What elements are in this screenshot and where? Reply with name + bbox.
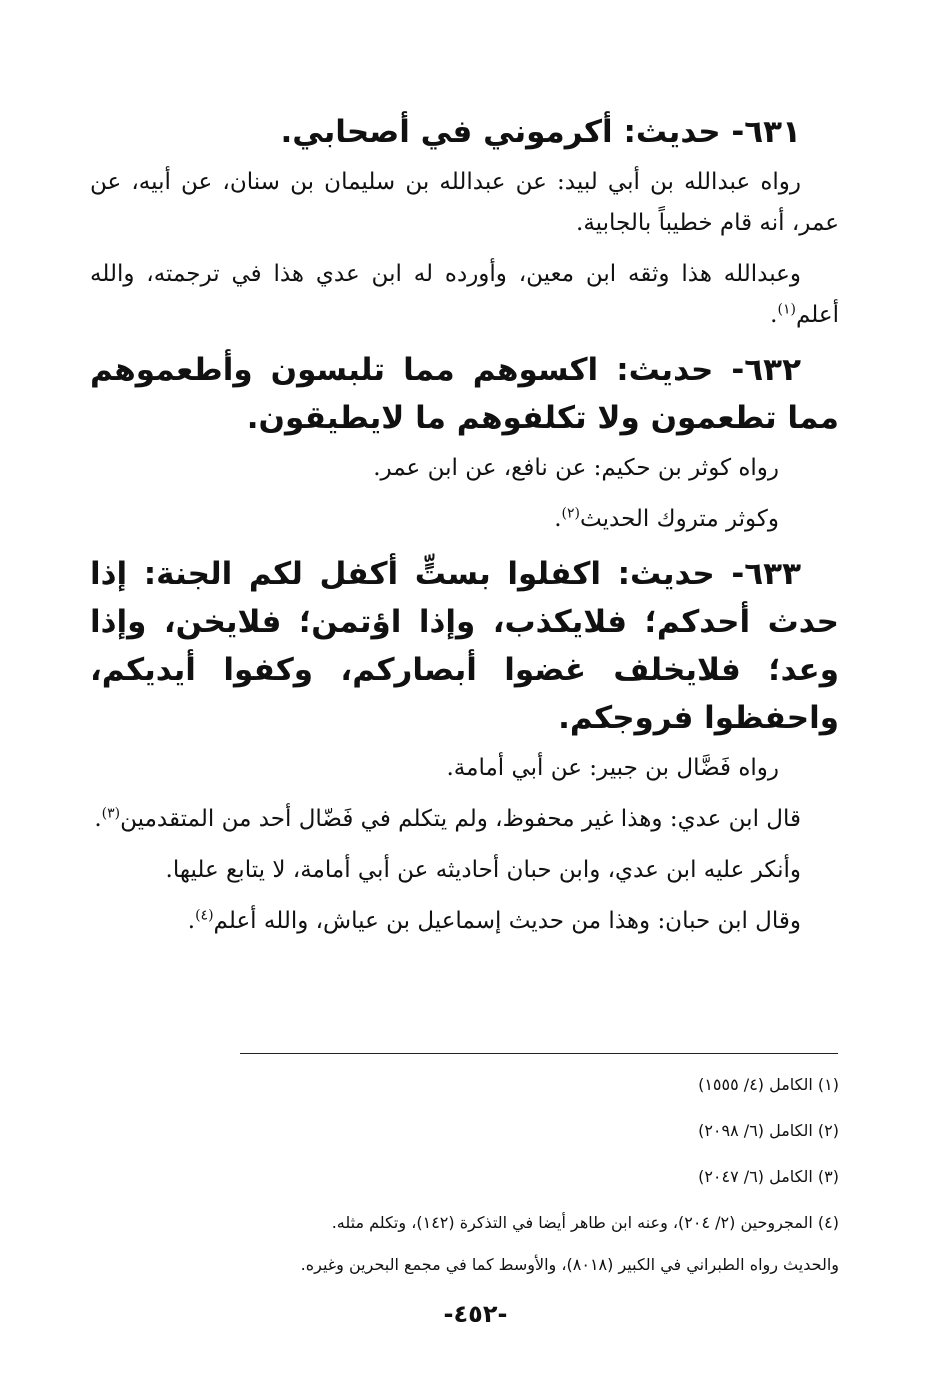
paragraph <box>90 901 839 942</box>
footnote-ref: (٢) <box>561 505 581 522</box>
paragraph <box>90 850 839 891</box>
paragraph <box>90 748 839 789</box>
paragraph-text: وكوثر متروك الحديث <box>580 506 779 532</box>
paragraph <box>90 162 839 244</box>
footnote-ref: (١) <box>777 301 796 318</box>
paragraph-tail: . <box>770 302 778 328</box>
paragraph <box>90 799 839 840</box>
paragraph <box>90 448 839 489</box>
footnote-4: (٤) المجروحين (٢/ ٢٠٤)، وعنه ابن طاهر أيضا في التذكرة (١٤٢)، وتكلم مثله. <box>331 1213 839 1232</box>
paragraph-text: رواه فَضَّال بن جبير: عن أبي أمامة. <box>446 755 779 781</box>
paragraph-tail: . <box>94 806 102 832</box>
page-number: -٤٥٢- <box>443 1300 508 1328</box>
footnote-4-continuation: والحديث رواه الطبراني في الكبير (٨٠١٨)، والأوسط كما في مجمع البحرين وغيره. <box>300 1255 839 1274</box>
paragraph-text: وعبدالله هذا وثقه ابن معين، وأورده له ابن عدي هذا في ترجمته، والله أعلم <box>90 261 839 328</box>
hadith-heading-631: ٦٣١- حديث: أكرموني في أصحابي. <box>280 114 801 150</box>
hadith-heading-632: ٦٣٢- حديث: اكسوهم مما تلبسون وأطعموهم مما تطعمون ولا تكلفوهم ما لايطيقون. <box>90 352 839 436</box>
paragraph <box>90 254 839 336</box>
paragraph-tail: . <box>554 506 562 532</box>
paragraph-text: وأنكر عليه ابن عدي، وابن حبان أحاديثه عن أبي أمامة، لا يتابع عليها. <box>165 857 801 883</box>
paragraph-text: رواه كوثر بن حكيم: عن نافع، عن ابن عمر. <box>373 455 779 481</box>
footnote-divider <box>240 1053 838 1054</box>
paragraph-text: رواه عبدالله بن أبي لبيد: عن عبدالله بن سليمان بن سنان، عن أبيه، عن عمر، أنه قام خطيباً بالجابية. <box>90 169 839 236</box>
footnote-3: (٣) الكامل (٦/ ٢٠٤٧) <box>698 1167 839 1186</box>
footnote-ref: (٣) <box>101 805 121 822</box>
paragraph-text: وقال ابن حبان: وهذا من حديث إسماعيل بن عياش، والله أعلم <box>213 908 801 934</box>
paragraph-tail: . <box>187 908 196 934</box>
paragraph <box>90 499 839 540</box>
footnote-ref: (٤) <box>195 907 214 924</box>
footnote-1: (١) الكامل (٤/ ١٥٥٥) <box>698 1075 839 1094</box>
hadith-heading-633: ٦٣٣- حديث: اكفلوا بستٍّ أكفل لكم الجنة: إذا حدث أحدكم؛ فلايكذب، وإذا اؤتمن؛ فلايخن، وإذا وعد؛ فلايخلف غضوا أبصاركم، وكفوا أيديكم، واحفظوا فروجكم. <box>90 556 839 736</box>
footnotes <box>90 1062 839 1284</box>
footnote-2: (٢) الكامل (٦/ ٢٠٩٨) <box>698 1121 839 1140</box>
paragraph-text: قال ابن عدي: وهذا غير محفوظ، ولم يتكلم في فَضّال أحد من المتقدمين <box>120 806 801 832</box>
main-text <box>90 108 839 952</box>
